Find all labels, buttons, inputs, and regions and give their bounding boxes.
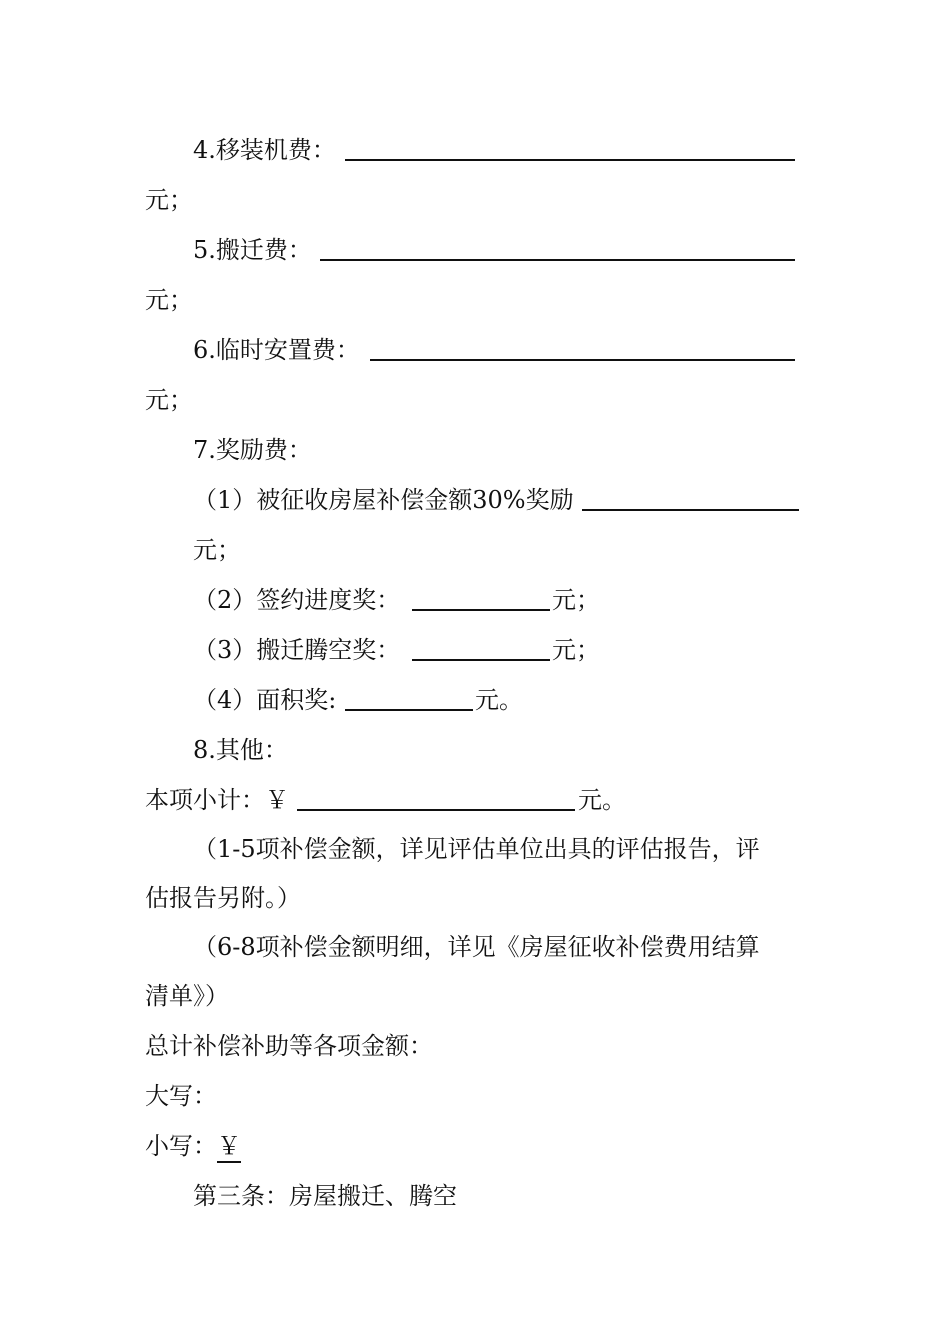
item-other: 8.其他： [193,736,288,764]
total-label: 总计补偿补助等各项金额： [145,1032,433,1060]
unit-yuan: 元； [193,536,241,564]
note-2-line-1: （6-8项补偿金额明细，详见《房屋征收补偿费用结算 [193,933,760,961]
note-1-line-1: （1-5项补偿金额，详见评估单位出具的评估报告，评 [193,835,760,863]
unit-yuan-period: 元。 [475,686,523,714]
reward-4-label: （4）面积奖: [193,686,337,714]
item-temp-housing-fee: 6.临时安置费： [193,336,360,364]
note-2-line-2: 清单》） [145,982,229,1010]
blank-moving-machine-fee[interactable] [345,159,795,161]
blank-temp-housing-fee[interactable] [370,359,795,361]
blank-reward-2[interactable] [412,609,550,611]
unit-yuan-period: 元。 [578,786,626,814]
lowercase-label-text: 小写： [145,1132,217,1160]
unit-yuan: 元； [552,636,600,664]
unit-yuan: 元； [552,586,600,614]
item-moving-machine-fee: 4.移装机费： [193,136,336,164]
blank-reward-4[interactable] [345,709,473,711]
reward-3-label: （3）搬迁腾空奖： [193,636,401,664]
reward-2-label: （2）签约进度奖： [193,586,401,614]
article-three-heading: 第三条：房屋搬迁、腾空 [193,1182,457,1210]
blank-relocation-fee[interactable] [320,259,795,261]
subtotal-label: 本项小计：￥ [145,786,289,814]
blank-reward-3[interactable] [412,659,550,661]
yen-symbol[interactable]: ￥ [217,1132,241,1163]
unit-yuan: 元； [145,386,193,414]
reward-1-label: （1）被征收房屋补偿金额30%奖励 [193,486,574,514]
blank-reward-1[interactable] [582,509,799,511]
unit-yuan: 元； [145,186,193,214]
unit-yuan: 元； [145,286,193,314]
uppercase-amount-label: 大写： [145,1082,217,1110]
note-1-line-2: 估报告另附。） [145,884,301,912]
item-reward-fee: 7.奖励费： [193,436,312,464]
item-relocation-fee: 5.搬迁费： [193,236,312,264]
lowercase-amount-label [145,1131,241,1161]
blank-subtotal[interactable] [297,809,575,811]
